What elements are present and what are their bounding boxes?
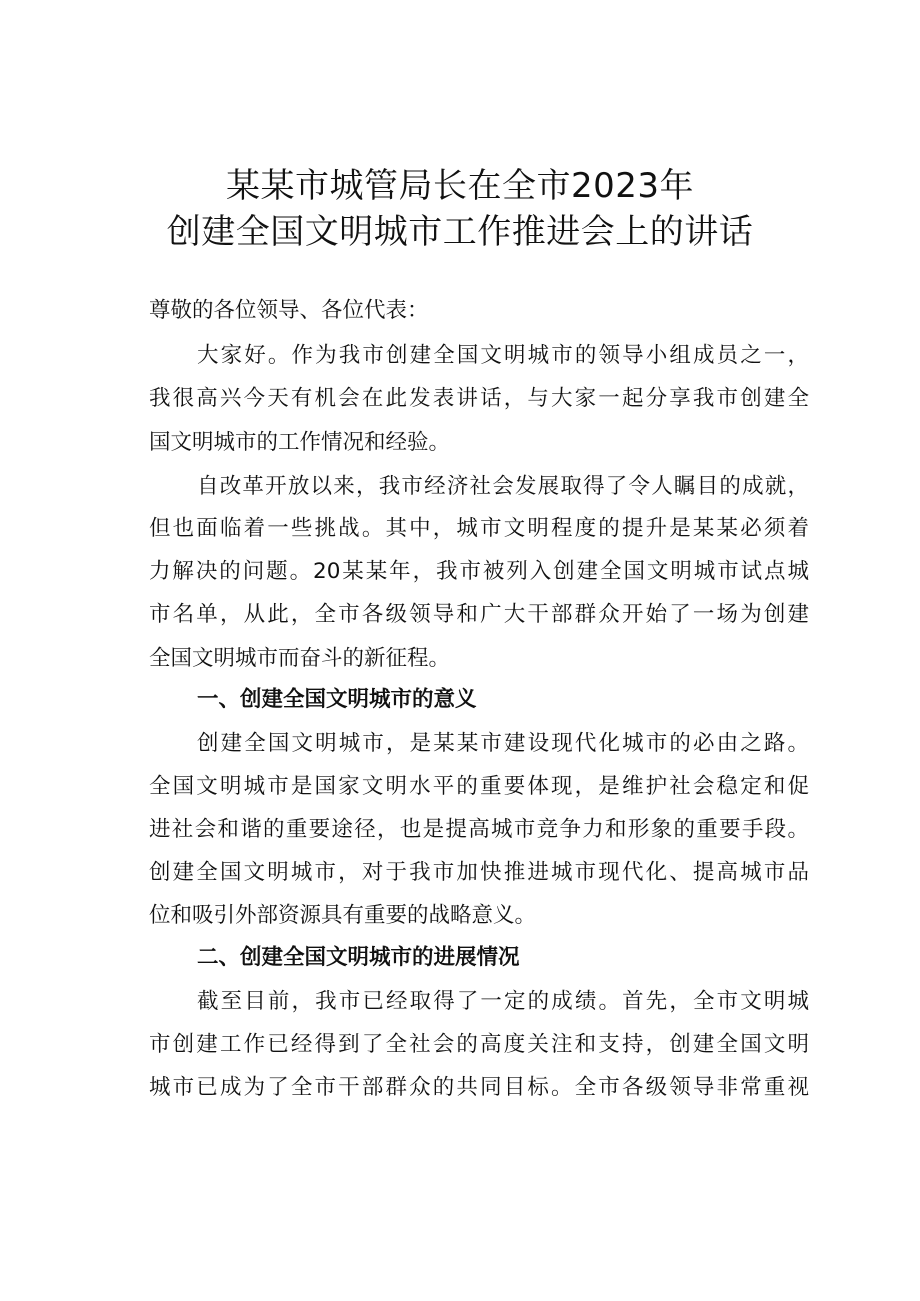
paragraph-3-line-4: 创建全国文明城市，对于我市加快推进城市现代化、提高城市品	[149, 860, 809, 885]
paragraph-4-line-2: 市创建工作已经得到了全社会的高度关注和支持，创建全国文明	[149, 1032, 809, 1057]
paragraph-2-line-4: 市名单，从此，全市各级领导和广大干部群众开始了一场为创建	[149, 602, 809, 627]
salutation: 尊敬的各位领导、各位代表：	[149, 298, 429, 323]
paragraph-3-line-5: 位和吸引外部资源具有重要的战略意义。	[149, 903, 537, 928]
paragraph-2-line-1: 自改革开放以来，我市经济社会发展取得了令人瞩目的成就，	[197, 474, 809, 499]
title-line-2: 创建全国文明城市工作推进会上的讲话	[166, 212, 754, 252]
paragraph-4-line-1: 截至目前，我市已经取得了一定的成绩。首先，全市文明城	[197, 989, 809, 1014]
paragraph-4-line-3: 城市已成为了全市干部群众的共同目标。全市各级领导非常重视	[149, 1075, 809, 1100]
paragraph-1-line-3: 国文明城市的工作情况和经验。	[149, 430, 451, 455]
paragraph-3-line-2: 全国文明城市是国家文明水平的重要体现，是维护社会稳定和促	[149, 774, 809, 799]
paragraph-1-line-1: 大家好。作为我市创建全国文明城市的领导小组成员之一，	[197, 343, 809, 368]
title-line-1: 某某市城管局长在全市2023年	[225, 166, 695, 206]
paragraph-2-line-3: 力解决的问题。20某某年，我市被列入创建全国文明城市试点城	[149, 559, 809, 584]
paragraph-2-line-5: 全国文明城市而奋斗的新征程。	[149, 646, 451, 671]
section-heading-1: 一、创建全国文明城市的意义	[197, 687, 477, 712]
paragraph-3-line-3: 进社会和谐的重要途径，也是提高城市竞争力和形象的重要手段。	[149, 817, 809, 842]
paragraph-1-line-2: 我很高兴今天有机会在此发表讲话，与大家一起分享我市创建全	[149, 386, 809, 411]
paragraph-3-line-1: 创建全国文明城市，是某某市建设现代化城市的必由之路。	[197, 731, 809, 756]
section-heading-2: 二、创建全国文明城市的进展情况	[197, 945, 520, 970]
paragraph-2-line-2: 但也面临着一些挑战。其中，城市文明程度的提升是某某必须着	[149, 516, 809, 541]
